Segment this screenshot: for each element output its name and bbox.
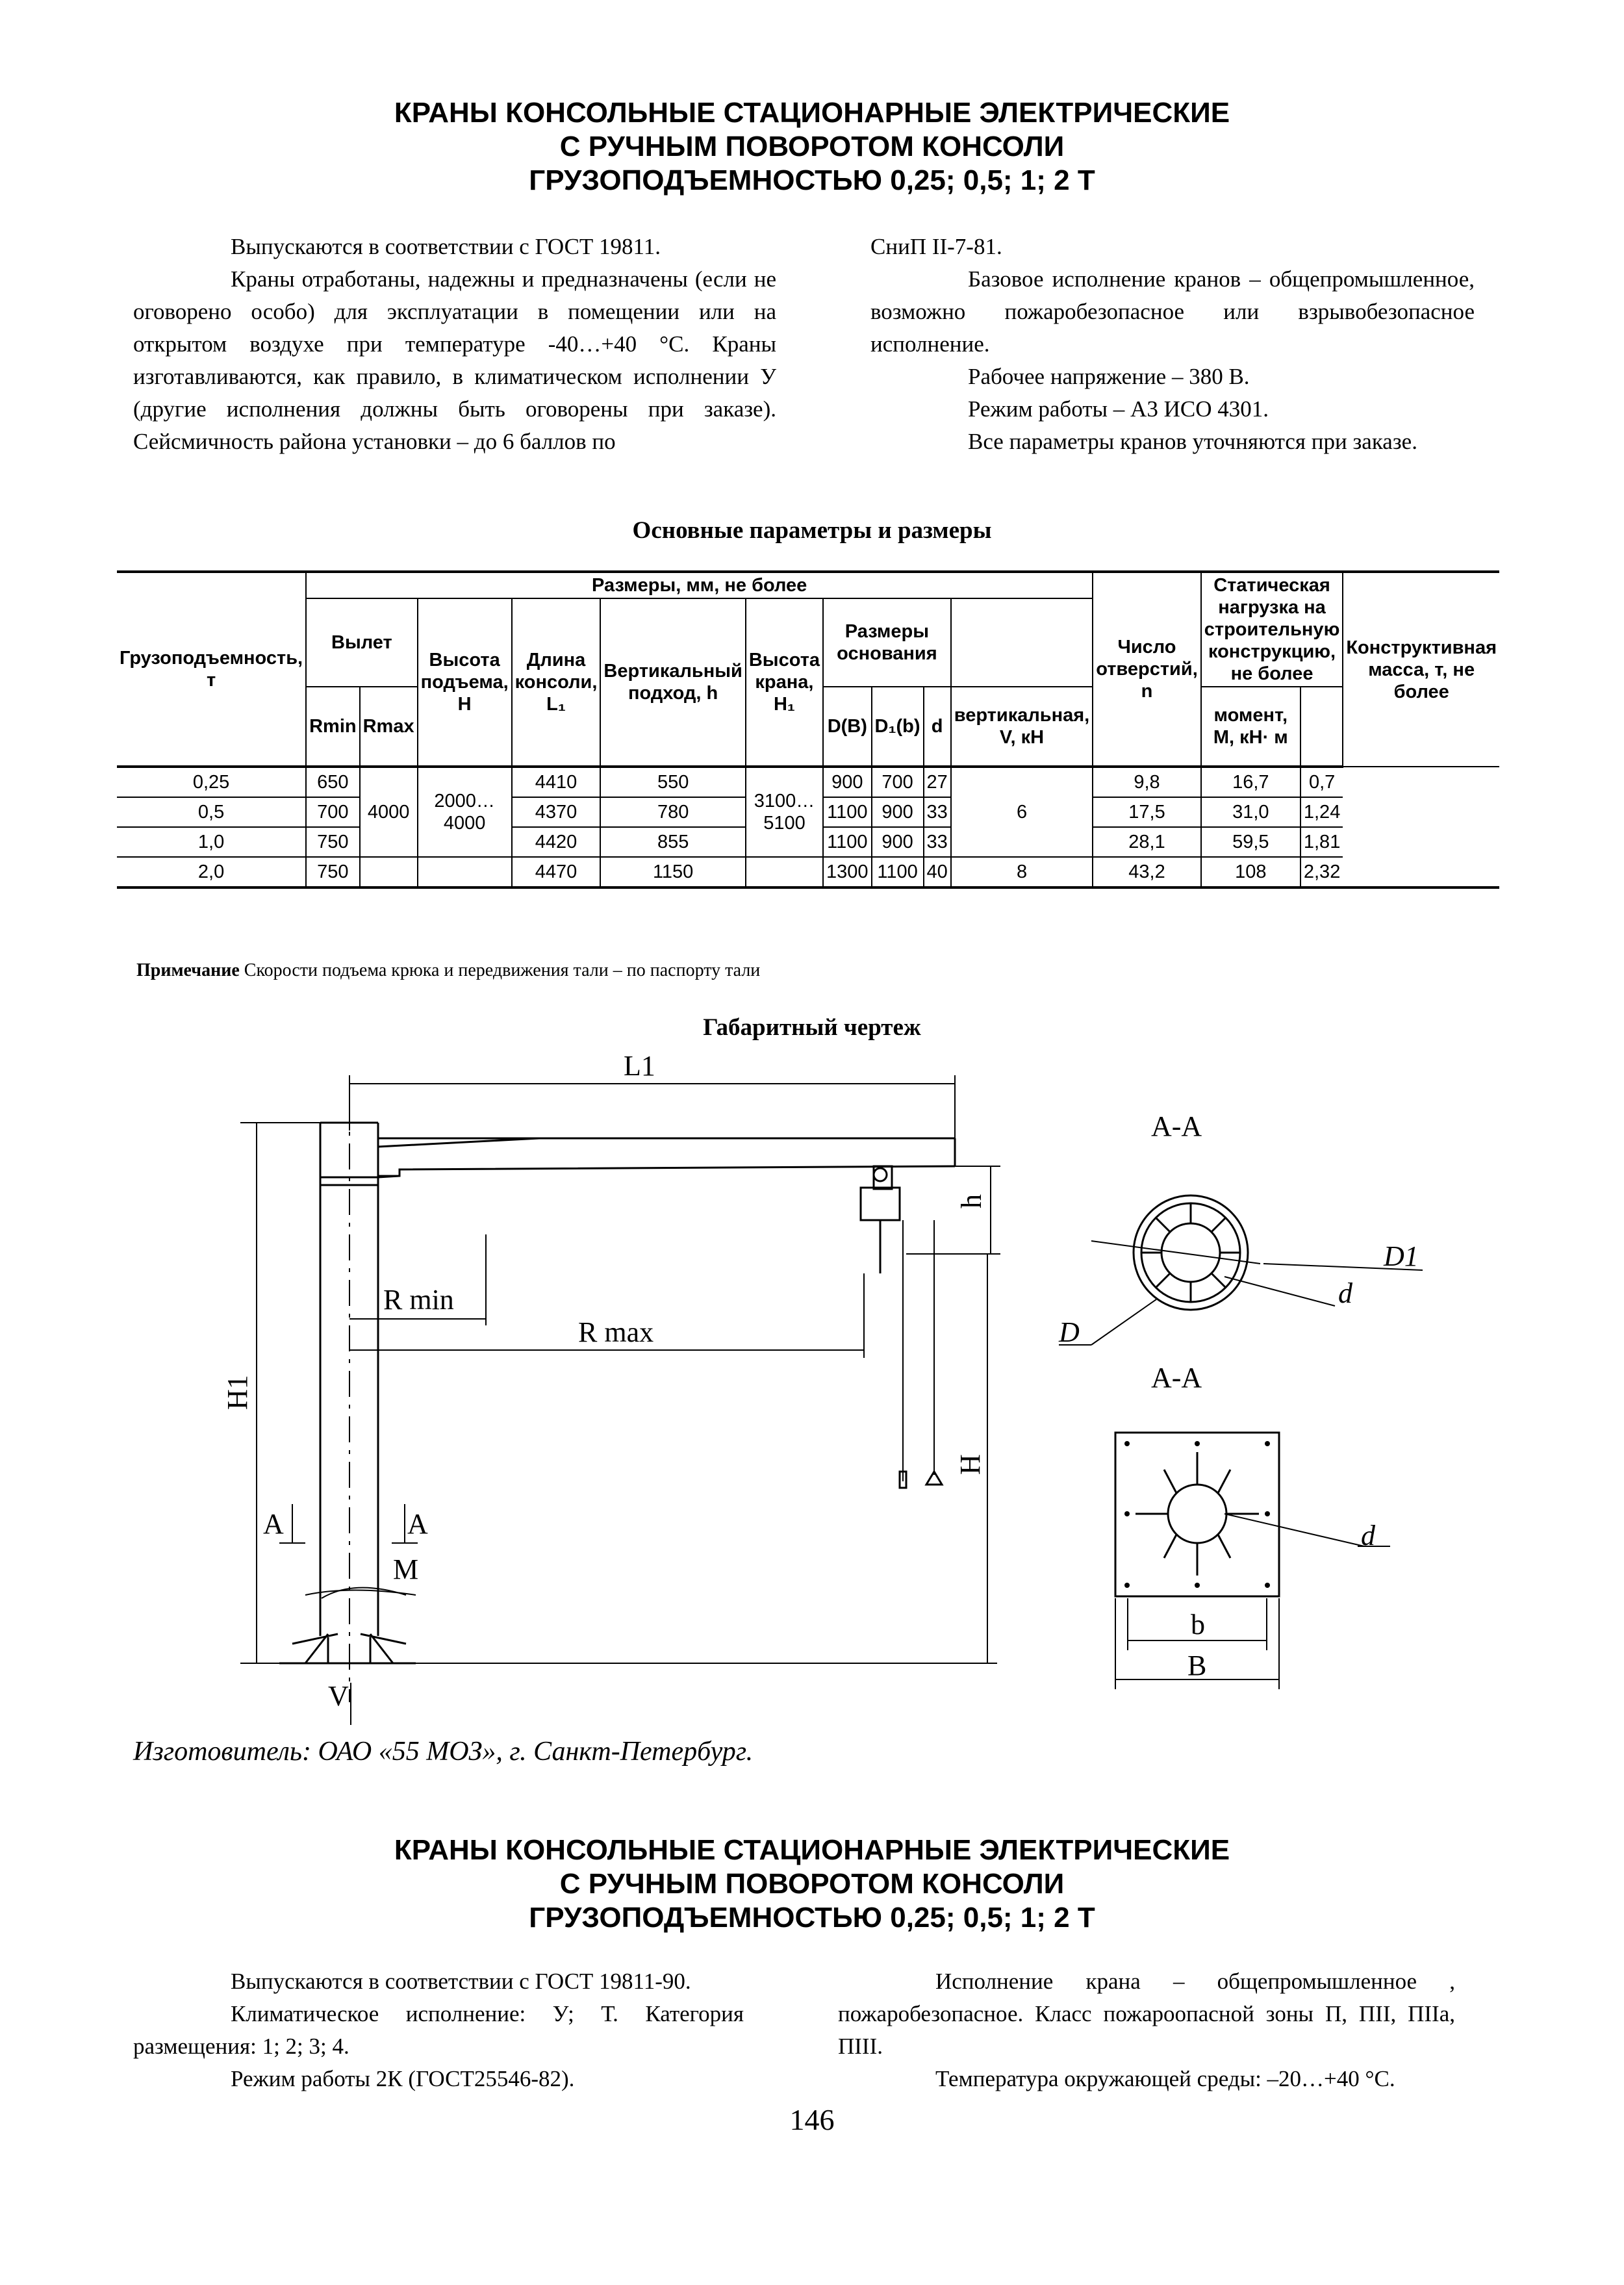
drawing-caption: Габаритный чертеж [703,1014,921,1041]
cell-db: 1100 [823,827,872,857]
label-d-bottom: d [1361,1520,1375,1551]
section2-right-para-2: Температура окружающей среды: –20…+40 °С. [935,2066,1395,2091]
cell-d: 33 [924,827,951,857]
cell-vertical-load: 9,8 [1093,767,1201,797]
th-static-load: Статическая нагрузка на строительную конструкцию, не более [1201,572,1343,687]
cell-capacity: 1,0 [117,827,306,857]
label-m: M [393,1553,419,1585]
th-capacity: Грузоподъемность, т [117,572,306,767]
cell-d1b: 700 [872,767,924,797]
section1-right-para-2: Базовое исполнение кранов – общепромышленное, возможно пожаробезопасное или взрывобезопасное исполнение. [870,266,1475,357]
label-d-big: D [1059,1316,1080,1348]
cell-mass: 2,32 [1300,857,1343,887]
label-v: V [328,1680,349,1712]
th-d: d [924,687,951,767]
cell-console-length: 4420 [512,827,601,857]
th-reach: Вылет [306,598,418,687]
cell-console-length: 4410 [512,767,601,797]
cell-capacity: 0,5 [117,797,306,827]
section1-title-line-1: КРАНЫ КОНСОЛЬНЫЕ СТАЦИОНАРНЫЕ ЭЛЕКТРИЧЕСКИЕ [394,97,1230,129]
cell-d: 40 [924,857,951,887]
cell-d: 27 [924,767,951,797]
label-d-top: d [1338,1277,1352,1309]
note-label: Примечание [136,960,240,980]
cell-vertical-approach: 780 [600,797,745,827]
cell-rmin: 700 [306,797,360,827]
section1-right-para-1: СниП II-7-81. [870,234,1002,259]
label-section-aa-bottom: А-А [1151,1362,1202,1394]
cell-capacity: 0,25 [117,767,306,797]
label-L1: L1 [624,1050,655,1082]
cell-d1b: 900 [872,797,924,827]
section2-right-column [838,1965,1455,2095]
cell-vertical-load: 17,5 [1093,797,1201,827]
cell-console-length: 4470 [512,857,601,887]
label-a-right: A [407,1508,428,1540]
section1-left-para-2: Краны отработаны, надежны и предназначены (если не оговорено особо) для эксплуатации в помещении или на открытом воздухе при температуре -40…+40 °С. Краны изготавливаются, как правило, в климатическом исполнении У (другие исполнения должны быть оговорены при заказе). Сейсмичность района установки – до 6 баллов по [133,266,776,454]
section2-left-para-2: Климатическое исполнение: У; Т. Категория размещения: 1; 2; 3; 4. [133,2001,744,2059]
cell-db: 900 [823,767,872,797]
label-d1: D1 [1384,1240,1419,1272]
section1-title-line-3: ГРУЗОПОДЪЕМНОСТЬЮ 0,25; 0,5; 1; 2 Т [529,164,1095,196]
section2-title-line-2: С РУЧНЫМ ПОВОРОТОМ КОНСОЛИ [559,1868,1065,1900]
section2-left-column [133,1965,744,2095]
section2-title-line-1: КРАНЫ КОНСОЛЬНЫЕ СТАЦИОНАРНЫЕ ЭЛЕКТРИЧЕСКИЕ [394,1834,1230,1866]
section2-left-para-3: Режим работы 2К (ГОСТ25546-82). [231,2066,575,2091]
cell-rmin: 750 [306,857,360,887]
cell-lift-height: 2000… 4000 [418,767,512,857]
cell-rmax: 4000 [360,767,418,857]
section1-right-para-3: Рабочее напряжение – 380 В. [968,364,1250,389]
label-B: B [1187,1650,1207,1681]
th-moment: момент, М, кН· м [1201,687,1300,767]
section1-left-para-1: Выпускаются в соответствии с ГОСТ 19811. [231,234,661,259]
cell-db: 1100 [823,797,872,827]
cell-vertical-load: 28,1 [1093,827,1201,857]
th-console-length: Длина консоли, L₁ [512,598,601,767]
cell-console-length: 4370 [512,797,601,827]
section1-right-para-4: Режим работы – А3 ИСО 4301. [968,396,1269,422]
section1-title-line-2: С РУЧНЫМ ПОВОРОТОМ КОНСОЛИ [559,131,1065,162]
cell-db: 1300 [823,857,872,887]
cell-mass: 1,81 [1300,827,1343,857]
manufacturer-line: Изготовитель: ОАО «55 МОЗ», г. Санкт-Петербург. [133,1737,754,1767]
label-b: b [1191,1609,1205,1640]
section2-title [0,1833,1624,1935]
th-mass: Конструктивная масса, т, не более [1343,572,1499,767]
label-H1: H1 [222,1375,253,1410]
cell-crane-height: 3100… 5100 [746,767,823,857]
cell-holes: 8 [951,857,1093,887]
th-base-sizes: Размеры основания [823,598,951,687]
th-rmin: Rmin [306,687,360,767]
section2-title-line-3: ГРУЗОПОДЪЕМНОСТЬЮ 0,25; 0,5; 1; 2 Т [529,1902,1095,1934]
th-holes: Число отверстий, n [1093,572,1201,767]
cell-moment: 16,7 [1201,767,1300,797]
page-number: 146 [789,2103,835,2136]
th-db: D(B) [823,687,872,767]
label-rmax: R max [578,1316,654,1348]
label-rmin: R min [383,1284,454,1316]
cell-d1b: 1100 [872,857,924,887]
cell-moment: 108 [1201,857,1300,887]
th-rmax: Rmax [360,687,418,767]
cell-moment: 31,0 [1201,797,1300,827]
th-lift-height: Высота подъема, H [418,598,512,767]
cell-holes: 6 [951,767,1093,857]
th-crane-height: Высота крана, H₁ [746,598,823,767]
cell-vertical-load: 43,2 [1093,857,1201,887]
th-vertical-load: вертикальная, V, кН [951,687,1093,767]
note-text: Скорости подъема крюка и передвижения тали – по паспорту тали [244,960,761,980]
section1-right-para-5: Все параметры кранов уточняются при заказе. [968,429,1417,454]
th-sizes: Размеры, мм, не более [306,572,1093,598]
cell-vertical-approach: 1150 [600,857,745,887]
cell-d: 33 [924,797,951,827]
cell-moment: 59,5 [1201,827,1300,857]
table-caption: Основные параметры и размеры [632,517,992,544]
cell-mass: 1,24 [1300,797,1343,827]
cell-vertical-approach: 855 [600,827,745,857]
th-d1b: D₁(b) [872,687,924,767]
cell-rmin: 650 [306,767,360,797]
label-H: H [954,1454,986,1475]
cell-d1b: 900 [872,827,924,857]
cell-mass: 0,7 [1300,767,1343,797]
section2-right-para-1: Исполнение крана – общепромышленное , пожаробезопасное. Класс пожароопасной зоны П, ПII, ПIIа, ПIII. [838,1969,1455,2059]
th-vertical-approach: Вертикальный подход, h [600,598,745,767]
label-h: h [956,1194,987,1208]
section2-left-para-1: Выпускаются в соответствии с ГОСТ 19811-90. [231,1969,691,1994]
cell-rmin: 750 [306,827,360,857]
label-section-aa-top: А-А [1151,1110,1202,1142]
cell-vertical-approach: 550 [600,767,745,797]
label-a-left: A [263,1508,284,1540]
cell-capacity: 2,0 [117,857,306,887]
